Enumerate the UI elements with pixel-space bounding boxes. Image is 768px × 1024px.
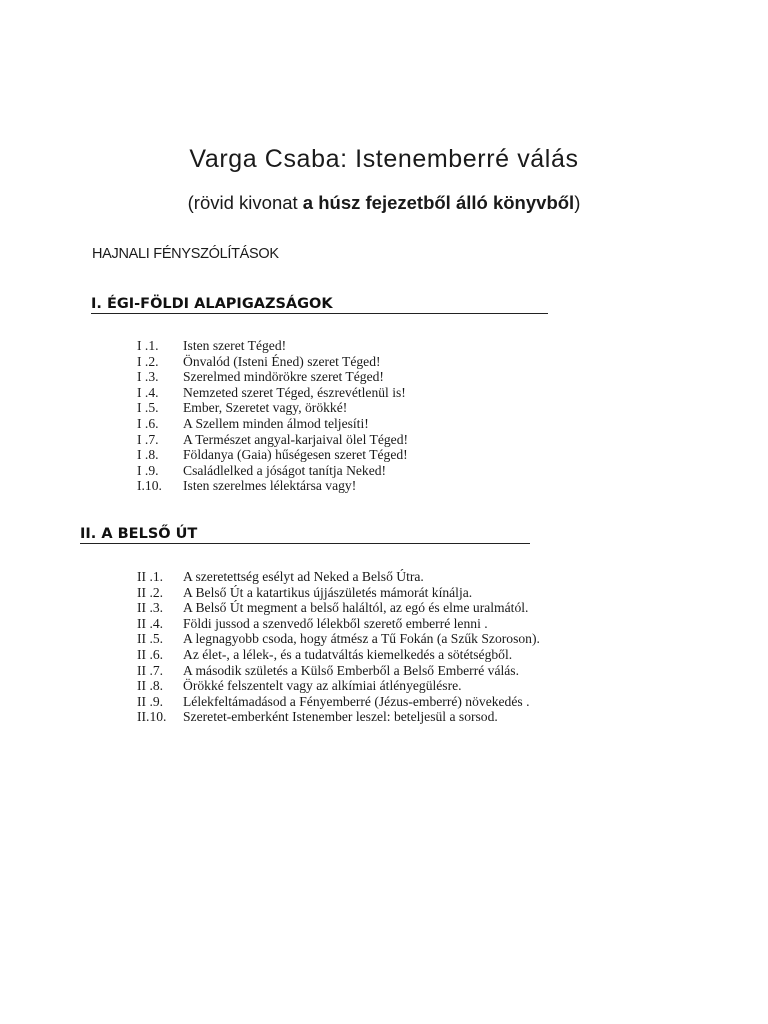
list-item (137, 463, 557, 479)
list-item (137, 647, 617, 663)
item-number: I .9. (137, 462, 159, 478)
item-number: I .8. (137, 447, 159, 463)
list-item (137, 354, 557, 370)
item-number: II.10. (137, 709, 167, 725)
item-number: II .3. (137, 600, 164, 616)
subtitle-open: (rövid kivonat (187, 192, 303, 213)
item-number: II .2. (137, 584, 164, 600)
list-item (137, 631, 617, 647)
item-text: A Belső Út megment a belső haláltól, az egó és elme uralmától. (183, 600, 529, 616)
item-text: A második születés a Külső Emberből a Belső Emberré válás. (183, 662, 519, 678)
item-number: I .7. (137, 431, 159, 447)
list-item (137, 663, 617, 679)
item-number: II .9. (137, 693, 164, 709)
item-number: II .6. (137, 646, 164, 662)
section-1-list (137, 338, 557, 494)
item-text: Földanya (Gaia) hűségesen szeret Téged! (183, 447, 408, 463)
list-item (137, 416, 557, 432)
item-text: A legnagyobb csoda, hogy átmész a Tű Fokán (a Szűk Szoroson). (183, 631, 540, 647)
section-heading-2: II. A BELSŐ ÚT (80, 526, 530, 544)
item-number: I .4. (137, 384, 159, 400)
item-number: I .1. (137, 338, 159, 353)
list-item (137, 447, 557, 463)
item-text: A Belső Út a katartikus újjászületés mámorát kínálja. (183, 584, 473, 600)
section-heading-1: I. ÉGI-FÖLDI ALAPIGAZSÁGOK (91, 296, 548, 314)
item-text: Isten szeret Téged! (183, 338, 287, 353)
item-text: Lélekfeltámadásod a Fényemberré (Jézus-emberré) növekedés . (183, 693, 530, 709)
item-number: I .6. (137, 415, 159, 431)
item-text: Örökké felszentelt vagy az alkímiai átlényegülésre. (183, 678, 462, 694)
item-number: II .4. (137, 615, 164, 631)
document-subtitle (0, 192, 768, 214)
list-item (137, 585, 617, 601)
item-text: Ember, Szeretet vagy, örökké! (183, 400, 348, 416)
list-item (137, 678, 617, 694)
item-number: I .3. (137, 369, 159, 385)
item-text: Nemzeted szeret Téged, észrevétlenül is! (183, 384, 406, 400)
list-item (137, 709, 617, 725)
list-item (137, 569, 617, 585)
document-title: Varga Csaba: Istenemberré válás (189, 145, 579, 173)
item-text: A Természet angyal-karjaival ölel Téged! (183, 431, 409, 447)
list-item (137, 400, 557, 416)
item-text: Földi jussod a szenvedő lélekből szerető emberré lenni . (183, 615, 488, 631)
item-number: I.10. (137, 478, 162, 494)
subtitle-close: ) (574, 192, 581, 213)
list-item (137, 338, 557, 354)
item-number: II .7. (137, 662, 164, 678)
morning-heading: HAJNALI FÉNYSZÓLÍTÁSOK (92, 246, 279, 262)
item-text: Isten szerelmes lélektársa vagy! (183, 478, 357, 494)
item-text: A Szellem minden álmod teljesíti! (183, 415, 369, 431)
item-text: A szeretettség esélyt ad Neked a Belső Útra. (183, 569, 424, 584)
item-number: II .1. (137, 569, 164, 584)
subtitle-bold: a húsz fejezetből álló könyvből (302, 192, 575, 213)
item-text: Az élet-, a lélek-, és a tudatváltás kiemelkedés a sötétségből. (183, 646, 513, 662)
item-text: Szeretet-emberként Istenember leszel: beteljesül a sorsod. (183, 709, 498, 725)
list-item (137, 694, 617, 710)
item-number: I .5. (137, 400, 159, 416)
item-number: II .5. (137, 631, 164, 647)
list-item (137, 600, 617, 616)
list-item (137, 478, 557, 494)
list-item (137, 385, 557, 401)
list-item (137, 369, 557, 385)
list-item (137, 432, 557, 448)
list-item (137, 616, 617, 632)
item-text: Családlelked a jóságot tanítja Neked! (183, 462, 387, 478)
item-number: I .2. (137, 353, 159, 369)
item-number: II .8. (137, 678, 164, 694)
item-text: Szerelmed mindörökre szeret Téged! (183, 369, 384, 385)
item-text: Önvalód (Isteni Éned) szeret Téged! (183, 353, 381, 369)
section-2-list (137, 569, 617, 725)
